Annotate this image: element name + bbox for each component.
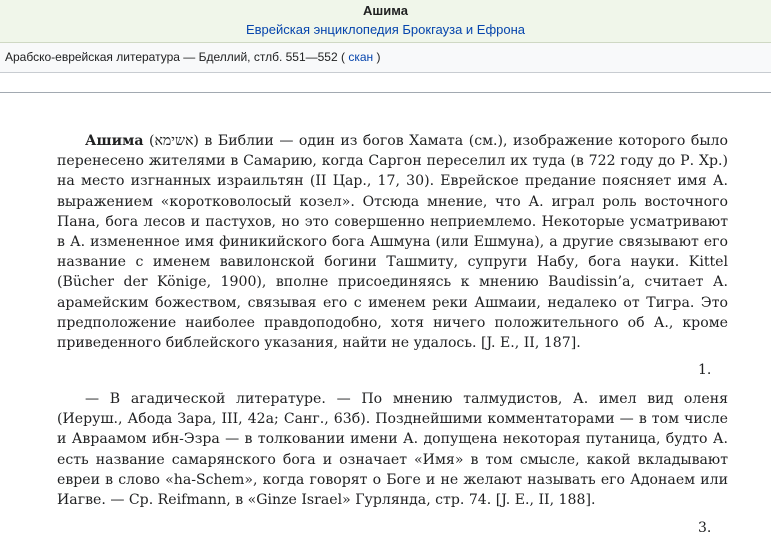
scan-link[interactable]: скан	[348, 50, 374, 64]
article-paragraph-1	[57, 131, 728, 353]
info-bar-content	[5, 43, 380, 72]
article-section-1	[57, 131, 728, 353]
paragraph-1-text: (אשימא) в Библии — один из богов Хамата (см.), изображение которого было перенесено жителями в Самарию, когда Саргон переселил их туда (в 722 году до Р. Хр.) на место изгнанных израильтян (II Цар., 17, 30). Еврейское предание поясняет имя А. выражением «коротковолосый козел». Отсюда мнение, что А. играл роль восточного Пана, бога лесов и пастухов, но это совершенно неприемлемо. Некоторые усматривают в А. измененное имя финикийского бога Ашмуна (или Ешмуна), а другие связывают его название с именем вавилонской богини Ташмиту, супруги Набу, бога науки. Kittel (Bücher der Könige, 1900), вполне присоединяясь к мнению Baudissin’a, считает А. арамейским божеством, связывая его с именем реки Ашмаии, недалеко от Тигра. Это предположение наиболее правдоподобно, хотя ничего положительного об А., кроме приведенного библейского указания, найти не удалось. [J. E., II, 187].	[57, 133, 728, 352]
headword: Ашима	[85, 133, 144, 149]
volume-info: Арабско-еврейская литература — Бделлий, стлб. 551—552 (	[5, 50, 349, 64]
divider	[0, 92, 771, 93]
info-bar-close-paren: )	[373, 50, 381, 64]
article-paragraph-2: — В агадической литературе. — По мнению талмудистов, А. имел вид оленя (Иеруш., Абода Зара, III, 42а; Санг., 63б). Позднейшими комментаторами — в том числе и Авраамом ибн-Эзра — в толковании имени А. допущена некоторая путаница, будто А. есть название самарянского бога и означает «Имя» в том смысле, какой вкладывают евреи в слово «ha-Schem», когда говорят о Боге и не желают называть его Адонаем или Иагве. — Ср. Reifmann, в «Ginze Israel» Гурлянда, стр. 74. [J. E., II, 188].	[57, 391, 728, 509]
encyclopedia-link[interactable]: Еврейская энциклопедия Брокгауза и Ефрона	[245, 22, 526, 37]
article-section-2	[57, 389, 728, 510]
page-title: Ашима	[363, 3, 408, 18]
section-marker-1: 1.	[698, 362, 712, 378]
info-bar	[0, 43, 771, 73]
header-box	[0, 0, 771, 43]
section-marker-3: 3.	[698, 520, 712, 536]
